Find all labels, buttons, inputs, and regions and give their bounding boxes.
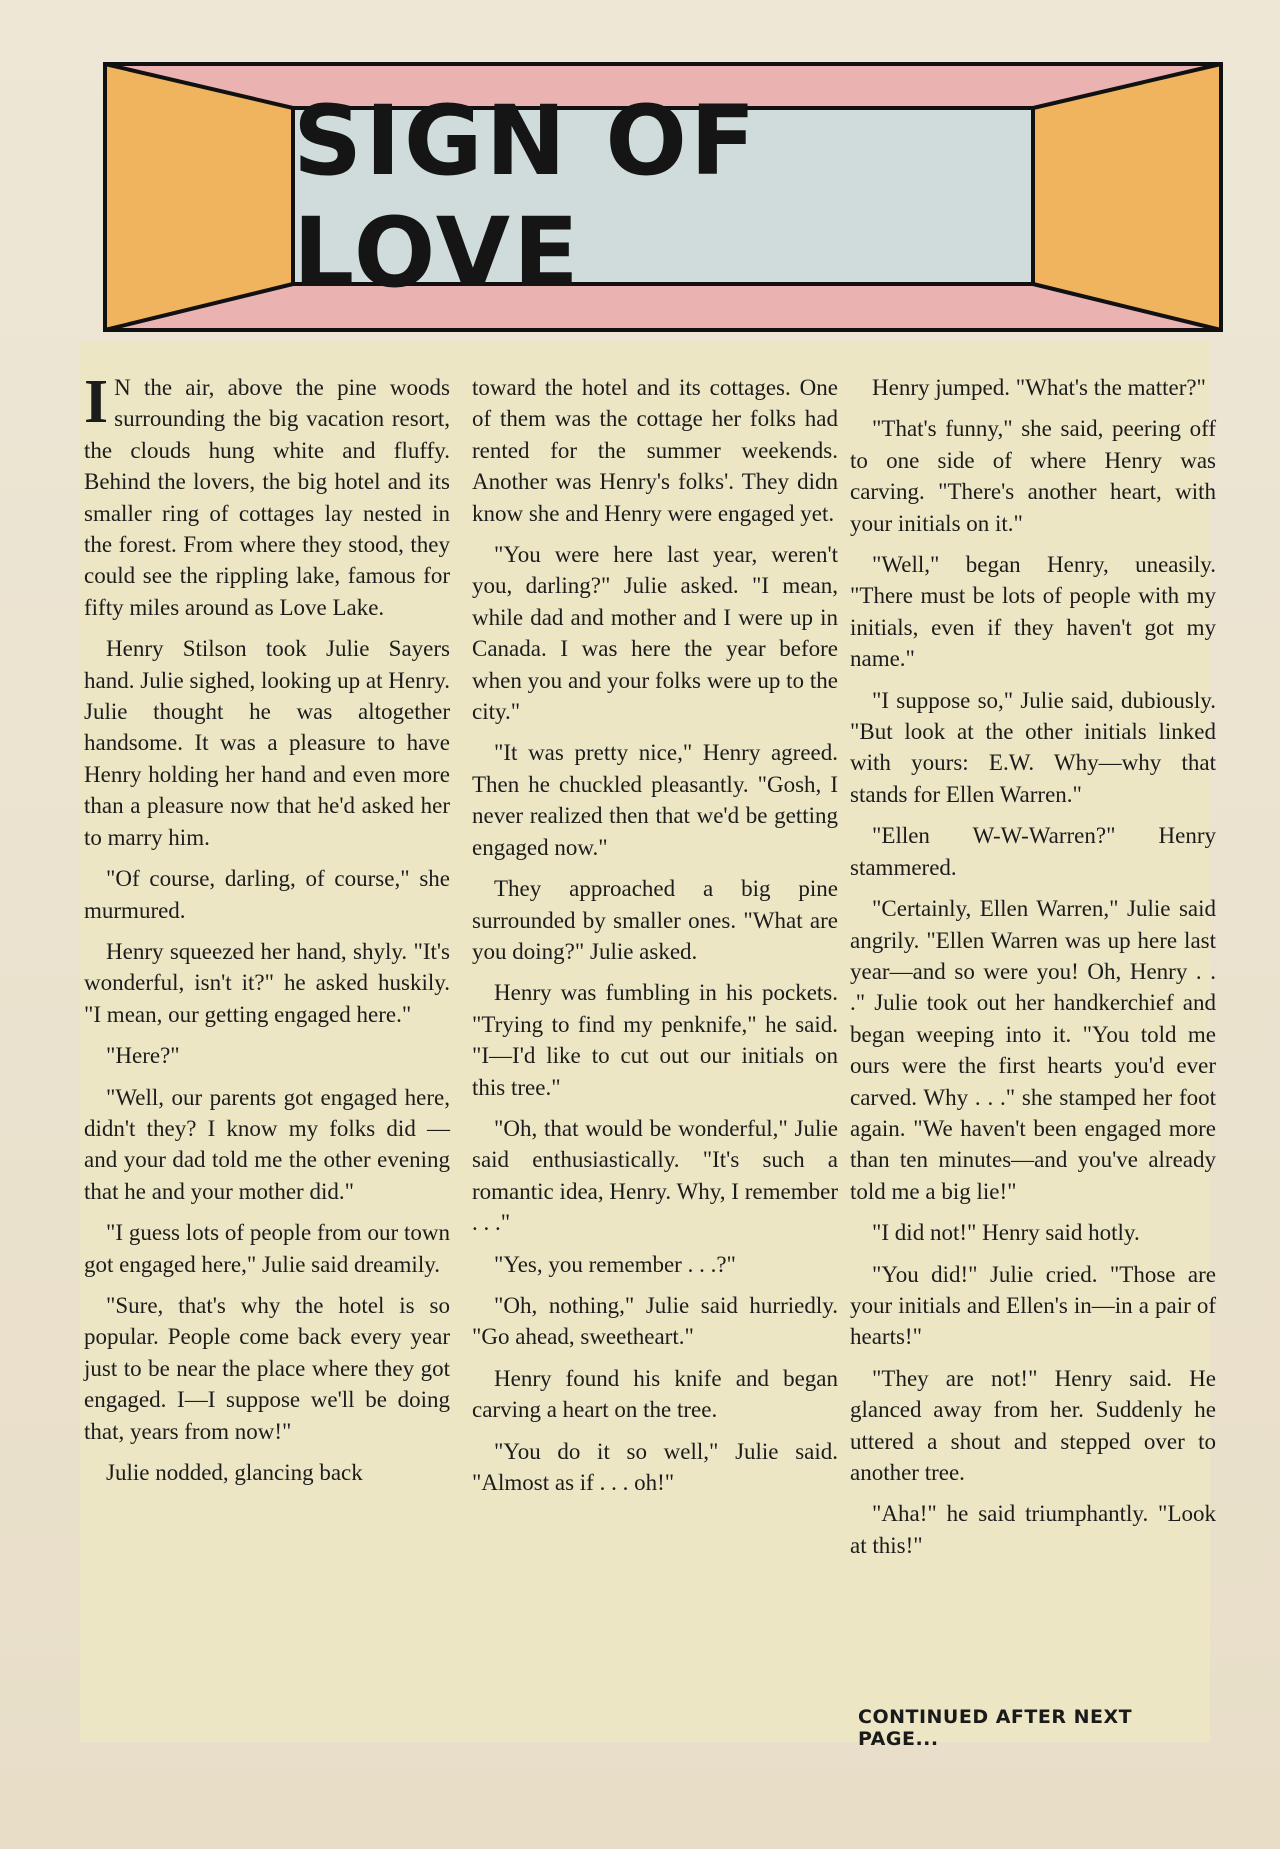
title-banner <box>103 62 1223 332</box>
paragraph: "I suppose so," Julie said, dubiously. "But look at the other initials linked with yours: E.W. Why—why that stands for Ellen Warren." <box>850 687 1216 807</box>
paragraph: "Ellen W-W-Warren?" Henry stammered. <box>850 823 1216 880</box>
paragraph: "You were here last year, weren't you, darling?" Julie asked. "I mean, while dad and mother and I were up in Canada. I was here the year before when you and your folks were up to the city." <box>472 542 838 725</box>
drop-cap: I <box>84 368 109 436</box>
continued-note: CONTINUED AFTER NEXT PAGE... <box>858 1706 1133 1750</box>
paragraph: I N the air, above the pine woods surrounding the big vacation resort, the clouds hung white and fluffy. Behind the lovers, the big hotel and its smaller ring of cottages lay nested in the forest. From where they stood, they could see the rippling lake, famous for fifty miles around as Love Lake. <box>84 368 450 620</box>
paragraph: "Here?" <box>106 1043 180 1069</box>
paragraph: Henry jumped. "What's the matter?" <box>872 375 1206 400</box>
paragraph: Henry was fumbling in his pockets. "Trying to find my penknife," he said. "I—I'd like to cut out our initials on this tree." <box>472 980 838 1100</box>
paragraph: "That's funny," she said, peering off to one side of where Henry was carving. "There's another heart, with your initials on it." <box>850 416 1216 536</box>
paragraph: Julie nodded, glancing back <box>106 1460 363 1485</box>
paragraph: "You did!" Julie cried. "Those are your initials and Ellen's in—in a pair of hearts!" <box>850 1261 1216 1350</box>
banner-right-wing <box>1033 64 1221 330</box>
paragraph: Henry found his knife and began carving a heart on the tree. <box>472 1365 838 1423</box>
paragraph: "Of course, darling, of course," she murmured. <box>84 866 450 923</box>
paragraph: "Aha!" he said triumphantly. "Look at this!" <box>850 1501 1216 1558</box>
paragraph: "Certainly, Ellen Warren," Julie said angrily. "Ellen Warren was up here last year—and so were you! Oh, Henry . . ." Julie took out her handkerchief and began weeping into it. "You told me ours were the first hearts you'd ever carved. Why . . ." she stamped her foot again. "We haven't been engaged more than ten minutes—and you've already told me a big lie!" <box>850 896 1216 1204</box>
story-column-3 <box>850 372 1216 1571</box>
paragraph: "They are not!" Henry said. He glanced away from her. Suddenly he uttered a shout and stepped over to another tree. <box>850 1365 1216 1485</box>
paragraph: "Oh, that would be wonderful," Julie said enthusiastically. "It's such a romantic idea, Henry. Why, I remember . . ." <box>472 1115 838 1236</box>
paragraph: Henry squeezed her hand, shyly. "It's wonderful, isn't it?" he asked huskily. "I mean, our getting engaged here." <box>84 938 450 1027</box>
paragraph: Henry Stilson took Julie Sayers hand. Julie sighed, looking up at Henry. Julie thought he was altogether handsome. It was a pleasure to have Henry holding her hand and even more than a pleasure now that he'd asked her to marry him. <box>84 636 450 850</box>
story-title: SIGN OF LOVE <box>293 85 759 309</box>
paragraph: "Yes, you remember . . .?" <box>494 1251 736 1277</box>
paragraph: They approached a big pine surrounded by smaller ones. "What are you doing?" Julie asked. <box>472 876 838 964</box>
paragraph: "I guess lots of people from our town got engaged here," Julie said dreamily. <box>84 1220 450 1277</box>
banner-left-wing <box>105 64 293 330</box>
paragraph: "It was pretty nice," Henry agreed. Then he chuckled pleasantly. "Gosh, I never realized then that we'd be getting engaged now." <box>472 740 838 860</box>
paragraph: "I did not!" Henry said hotly. <box>872 1220 1140 1246</box>
story-column-1 <box>84 368 450 1498</box>
paragraph: "Well, our parents got engaged here, didn't they? I know my folks did — and your dad told me the other evening that he and your mother did." <box>84 1084 450 1204</box>
story-column-2 <box>472 372 838 1508</box>
paragraph: "Well," began Henry, uneasily. "There must be lots of people with my initials, even if they haven't got my name." <box>850 552 1216 672</box>
paragraph: "Sure, that's why the hotel is so popular. People come back every year just to be near the place where they got engaged. I—I suppose we'll be doing that, years from now!" <box>84 1292 450 1444</box>
paragraph: "Oh, nothing," Julie said hurriedly. "Go ahead, sweetheart." <box>472 1292 838 1350</box>
paragraph: toward the hotel and its cottages. One of them was the cottage her folks had rented for the summer weekends. Another was Henry's folks'. They didn know she and Henry were engaged yet. <box>472 375 838 526</box>
paragraph: "You do it so well," Julie said. "Almost as if . . . oh!" <box>472 1438 838 1495</box>
